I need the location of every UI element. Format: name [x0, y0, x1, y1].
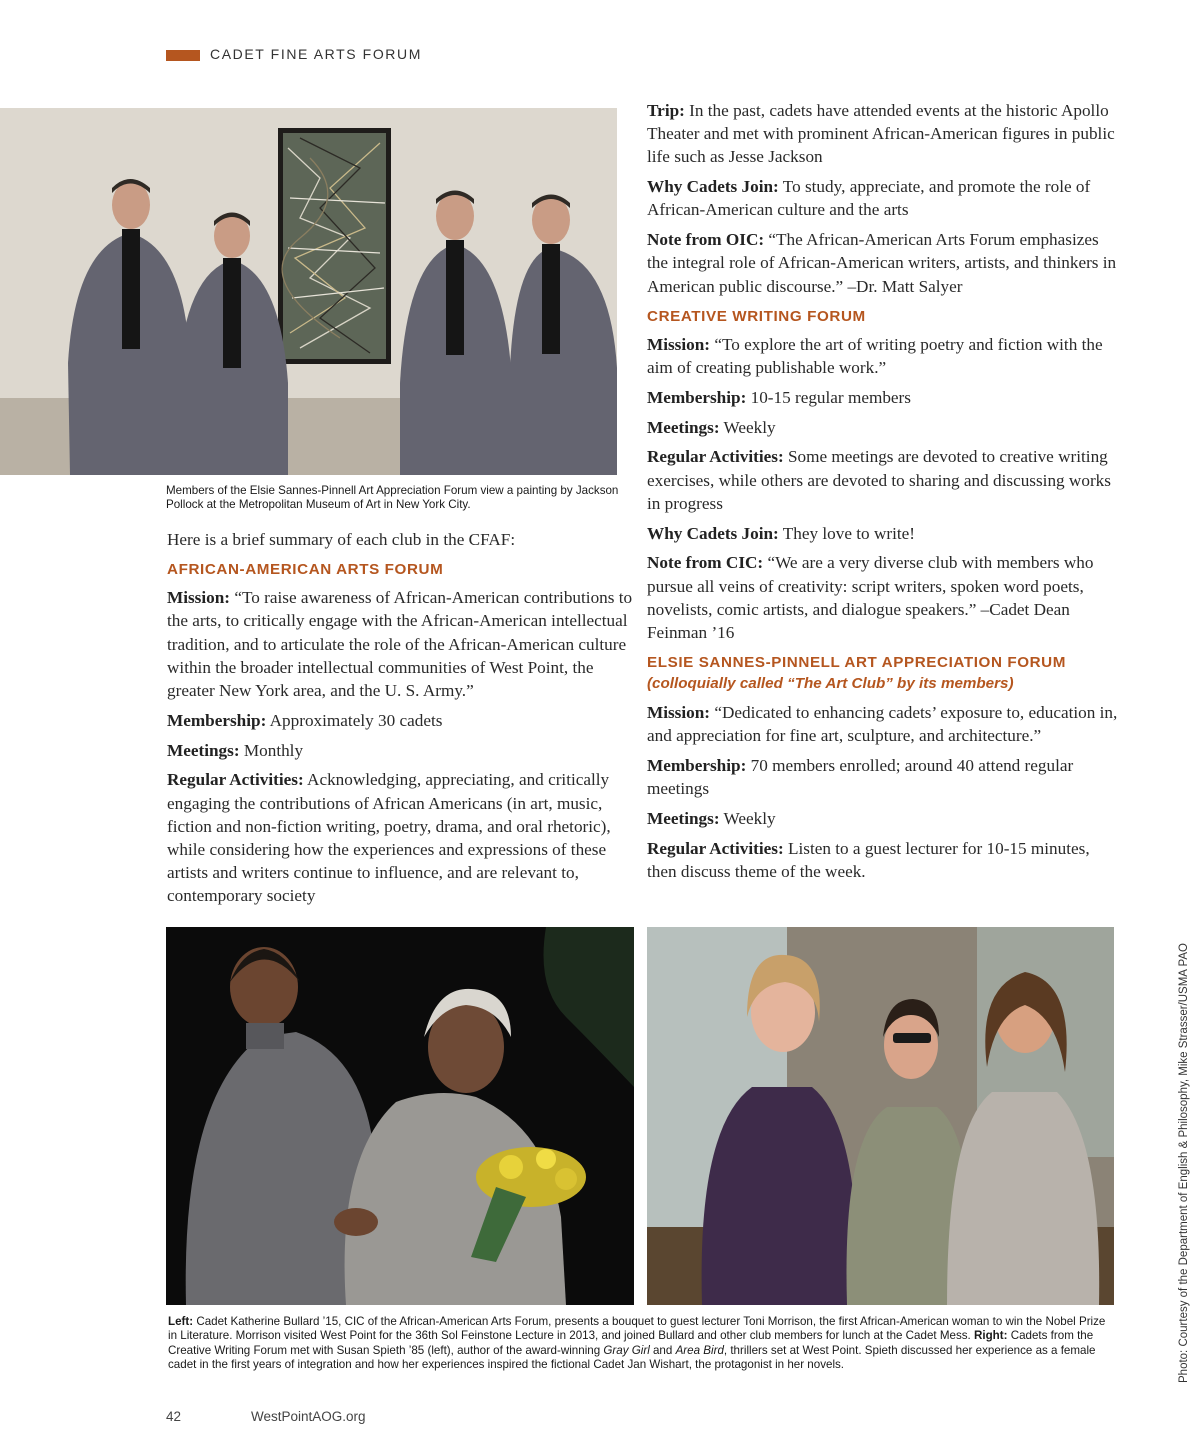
label: Note from CIC:	[647, 553, 764, 573]
value: In the past, cadets have attended events at the historic Apollo Theater and met with prominent African-American figures in public life such as Jesse Jackson	[647, 101, 1115, 167]
photo-caption-bottom	[168, 1315, 1113, 1373]
section-color-bar	[166, 50, 200, 61]
label: Membership:	[167, 710, 267, 730]
label: Membership:	[647, 756, 747, 776]
value: Approximately 30 cadets	[266, 710, 443, 730]
espaaf-meetings	[647, 807, 1122, 830]
espaaf-activities	[647, 837, 1122, 883]
heading-creative-writing-forum: CREATIVE WRITING FORUM	[647, 307, 866, 325]
aaaf-trip	[647, 99, 1122, 169]
value: Monthly	[239, 740, 304, 760]
cwf-activities	[647, 445, 1122, 515]
photo-bouquet-presentation	[166, 927, 634, 1305]
espaaf-mission	[647, 701, 1122, 747]
value: “Dedicated to enhancing cadets’ exposure to, education in, and appreciation for fine art, sculpture, and architecture.”	[647, 703, 1118, 746]
label: Mission:	[647, 334, 711, 354]
value: 10-15 regular members	[746, 387, 911, 407]
cwf-why-join	[647, 522, 1122, 545]
cwf-mission	[647, 333, 1122, 379]
label: Membership:	[647, 387, 747, 407]
book-title-gray-girl: Gray Girl	[603, 1343, 650, 1357]
writers-photo-illustration	[647, 927, 1114, 1305]
left-column	[167, 528, 637, 914]
label: Regular Activities:	[647, 447, 784, 467]
section-title: CADET FINE ARTS FORUM	[210, 46, 422, 62]
espaaf-membership	[647, 754, 1122, 800]
intro-text: Here is a brief summary of each club in the CFAF:	[167, 530, 516, 549]
caption-right-text-2: , thrillers set at West Point. Spieth discussed her experience as a female cadet in the first years of integration and how her experiences inspired the fictional Cadet Jan Wishart, the protagonist in her novels.	[168, 1343, 1096, 1372]
label: Why Cadets Join:	[647, 177, 779, 197]
label: Meetings:	[647, 417, 720, 437]
caption-left-label: Left:	[168, 1315, 194, 1328]
label: Meetings:	[167, 740, 240, 760]
label: Why Cadets Join:	[647, 523, 779, 543]
museum-photo-illustration	[0, 108, 617, 475]
value: Weekly	[719, 809, 776, 829]
aaaf-activities	[167, 768, 637, 907]
value: Acknowledging, appreciating, and critically engaging the contributions of African Americans (in art, music, fiction and non-fiction writing, poetry, drama, and oral rhetoric), while considering how the experiences and expressions of these artists and writers continue to influence, and are relevant to, contemporary society	[167, 770, 611, 906]
value: Some meetings are devoted to creative writing exercises, while others are devoted to sharing and discussing works in progress	[647, 447, 1111, 513]
label: Note from OIC:	[647, 230, 765, 250]
heading-african-american-arts-forum: AFRICAN-AMERICAN ARTS FORUM	[167, 561, 444, 579]
subheading-art-club: (colloquially called “The Art Club” by its members)	[647, 675, 1014, 693]
site-url: WestPointAOG.org	[251, 1409, 366, 1424]
photo-creative-writing-forum	[647, 927, 1114, 1305]
label: Regular Activities:	[647, 839, 784, 859]
caption-left-text: Cadet Katherine Bullard ’15, CIC of the African-American Arts Forum, presents a bouquet to guest lecturer Toni Morrison, the first African-American woman to win the Nobel Prize in Literature. Morrison visited West Point for the 36th Sol Feinstone Lecture in 2013, and joined Bullard and other club members for lunch at the Cadet Mess.	[168, 1315, 1106, 1343]
value: To study, appreciate, and promote the role of African-American culture and the arts	[647, 177, 1091, 220]
aaaf-mission	[167, 586, 637, 702]
value: 70 members enrolled; around 40 attend regular meetings	[647, 756, 1074, 799]
value: They love to write!	[778, 523, 915, 543]
heading-art-appreciation-forum: ELSIE SANNES-PINNELL ART APPRECIATION FORUM	[647, 654, 1067, 672]
caption-right-label: Right:	[974, 1329, 1008, 1343]
label: Mission:	[167, 588, 231, 608]
book-title-area-bird: Area Bird	[675, 1343, 724, 1357]
value: “To explore the art of writing poetry and fiction with the aim of creating publishable work.”	[647, 334, 1103, 378]
value: Listen to a guest lecturer for 10-15 minutes, then discuss theme of the week.	[647, 839, 1090, 882]
aaaf-meetings	[167, 739, 637, 762]
caption-right-text-1: Cadets from the Creative Writing Forum met with Susan Spieth ’85 (left), author of the award-winning	[168, 1329, 1094, 1357]
value: Weekly	[719, 417, 776, 437]
photo-credit: Photo: Courtesy of the Department of English & Philosophy, Mike Strasser/USMA PAO	[1178, 943, 1190, 1383]
aaaf-why-join	[647, 175, 1122, 221]
aaaf-note	[647, 228, 1122, 298]
caption-and: and	[649, 1343, 676, 1357]
photo-caption-top: Members of the Elsie Sannes-Pinnell Art Appreciation Forum view a painting by Jackson Pollock at the Metropolitan Museum of Art in New York City.	[166, 484, 619, 512]
right-column	[647, 99, 1122, 890]
label: Trip:	[647, 101, 685, 120]
value: “To raise awareness of African-American contributions to the arts, to critically engage with the African-American intellectual tradition, and to articulate the role of the African-American culture within the broader intellectual communities of West Point, the greater New York area, and the U. S. Army.”	[167, 588, 633, 701]
cwf-note	[647, 551, 1122, 644]
aaaf-membership	[167, 709, 637, 732]
value: “We are a very diverse club with members who pursue all veins of creativity: script writers, spoken word poets, novelists, comic artists, and dialogue speakers.” –Cadet Dean Feinman ’16	[647, 553, 1094, 643]
value: “The African-American Arts Forum emphasizes the integral role of African-American writers, artists, and thinkers in American public discourse.” –Dr. Matt Salyer	[647, 230, 1117, 296]
cwf-meetings	[647, 416, 1122, 439]
label: Mission:	[647, 703, 711, 723]
label: Meetings:	[647, 809, 720, 829]
photo-cadets-at-museum	[0, 108, 617, 475]
bouquet-photo-illustration	[166, 927, 634, 1305]
page-number: 42	[166, 1409, 182, 1424]
label: Regular Activities:	[167, 770, 304, 790]
cwf-membership	[647, 386, 1122, 409]
